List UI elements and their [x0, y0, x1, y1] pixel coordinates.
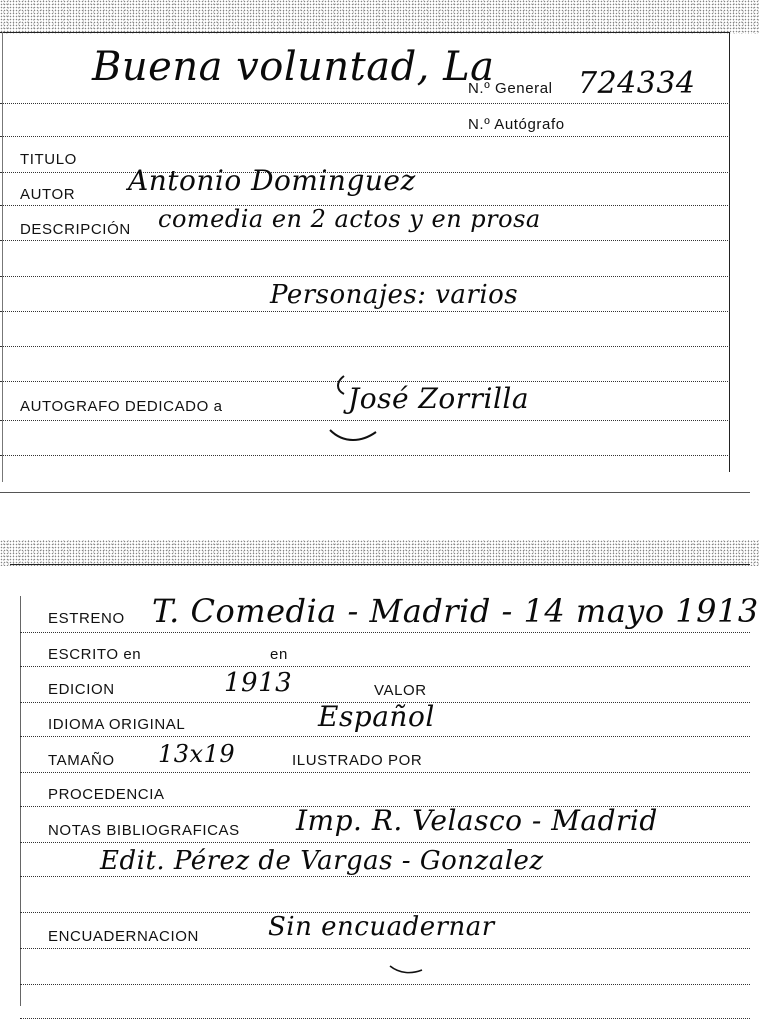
- card-bottom-border: [0, 492, 750, 493]
- titulo-label: TITULO: [20, 151, 77, 168]
- edicion-label: EDICION: [48, 681, 115, 698]
- title-handwritten: Buena voluntad, La: [92, 44, 495, 90]
- dedicado-value: José Zorrilla: [348, 382, 530, 415]
- idioma-label: IDIOMA ORIGINAL: [48, 716, 186, 733]
- ink-stroke: [386, 960, 426, 980]
- ruled-line: [20, 632, 750, 633]
- catalog-card-top: [0, 0, 759, 495]
- ruled-line: [0, 136, 730, 137]
- notas-label: NOTAS BIBLIOGRAFICAS: [48, 822, 240, 839]
- escrito-label: ESCRITO en: [48, 646, 142, 663]
- ruled-line: [0, 103, 730, 104]
- card-edge-texture: [0, 0, 759, 34]
- ruled-line: [0, 455, 730, 456]
- encuadernacion-label: ENCUADERNACION: [48, 928, 199, 945]
- descripcion-value: comedia en 2 actos y en prosa: [158, 205, 541, 233]
- ruled-line: [20, 876, 750, 877]
- card-left-border: [2, 32, 3, 482]
- ruled-line: [0, 276, 730, 277]
- autograph-number-label: N.º Autógrafo: [468, 116, 565, 133]
- card-left-border: [20, 596, 21, 1006]
- tamano-label: TAMAÑO: [48, 752, 115, 769]
- card-top-border: [0, 32, 730, 33]
- autor-label: AUTOR: [20, 186, 76, 203]
- ink-stroke: [322, 372, 382, 448]
- idioma-value: Español: [318, 700, 435, 733]
- ruled-line: [0, 311, 730, 312]
- general-number-value: 724334: [578, 66, 696, 101]
- ruled-line: [20, 736, 750, 737]
- ruled-line: [0, 346, 730, 347]
- general-number-label: N.º General: [468, 80, 553, 97]
- personajes-value: Personajes: varios: [270, 280, 519, 310]
- ruled-line: [20, 842, 750, 843]
- card-right-border: [729, 32, 730, 472]
- ruled-line: [20, 948, 750, 949]
- ilustrado-label: ILUSTRADO POR: [292, 752, 423, 769]
- estreno-label: ESTRENO: [48, 610, 125, 627]
- estreno-value: T. Comedia - Madrid - 14 mayo 1913: [152, 592, 759, 630]
- ruled-line: [20, 1018, 750, 1019]
- edicion-value: 1913: [224, 668, 293, 698]
- catalog-card-bottom: [0, 540, 759, 1028]
- dedicado-label: AUTOGRAFO DEDICADO a: [20, 398, 223, 415]
- card-edge-texture: [0, 540, 759, 566]
- ruled-line: [20, 984, 750, 985]
- escrito-en-label: en: [270, 646, 288, 663]
- encuadernacion-value: Sin encuadernar: [268, 912, 495, 942]
- ruled-line: [0, 240, 730, 241]
- autor-value: Antonio Dominguez: [128, 164, 416, 197]
- descripcion-label: DESCRIPCIÓN: [20, 221, 131, 238]
- ruled-line: [20, 772, 750, 773]
- tamano-value: 13x19: [158, 740, 236, 768]
- valor-label: VALOR: [374, 682, 427, 699]
- ruled-line: [20, 666, 750, 667]
- procedencia-label: PROCEDENCIA: [48, 786, 165, 803]
- card-top-border: [10, 564, 750, 565]
- notas-value: Imp. R. Velasco - Madrid: [296, 804, 658, 837]
- notas-value-line2: Edit. Pérez de Vargas - Gonzalez: [100, 846, 544, 876]
